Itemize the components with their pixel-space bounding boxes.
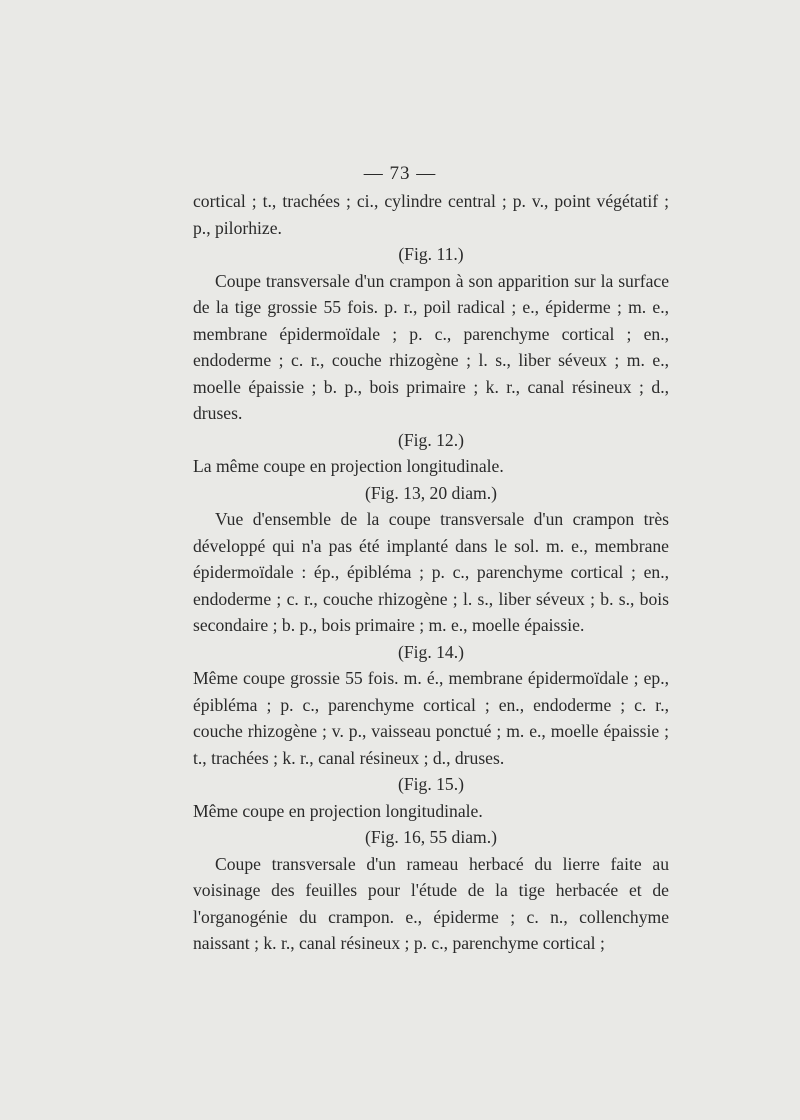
paragraph: Même coupe grossie 55 fois. m. é., membrane épidermoïdale ; ep., épibléma ; p. c., parenchyme cortical ; en., endoderme ; c. r., couche rhizogène ; v. p., vaisseau ponctué ; m. e., moelle épaissie ; t., trachées ; k. r., canal résineux ; d., druses.: [193, 668, 669, 768]
figure-caption: (Fig. 13, 20 diam.): [365, 482, 497, 503]
body-text: [193, 188, 669, 957]
figure-caption: (Fig. 14.): [398, 641, 464, 662]
paragraph: Même coupe en projection longitudinale.: [193, 800, 483, 821]
paragraph: La même coupe en projection longitudinale.: [193, 456, 504, 476]
figure-caption: (Fig. 15.): [398, 774, 464, 794]
paragraph: Coupe transversale d'un crampon à son apparition sur la surface de la tige grossie 55 fois. p. r., poil radical ; e., épiderme ; m. e., membrane épidermoïdale ; p. c., parenchyme cortical ; en., endoderme ; c. r., couche rhizogène ; l. s., liber séveux ; m. e., moelle épaissie ; b. p., bois primaire ; k. r., canal résineux ; d., druses.: [193, 270, 669, 423]
figure-caption: (Fig. 12.): [398, 429, 464, 450]
paragraph: Vue d'ensemble de la coupe transversale d'un crampon très développé qui n'a pas été implanté dans le sol. m. e., membrane épidermoïdale : ép., épibléma ; p. c., parenchyme cortical ; en., endoderme ; c. r., couche rhizogène ; l. s., liber séveux ; b. s., bois secondaire ; b. p., bois primaire ; m. e., moelle épaissie.: [193, 509, 669, 635]
figure-caption: (Fig. 11.): [398, 244, 464, 264]
figure-caption: (Fig. 16, 55 diam.): [365, 827, 497, 847]
paragraph: Coupe transversale d'un rameau herbacé du lierre faite au voisinage des feuilles pour l'étude de la tige herbacée et de l'organogénie du crampon. e., épiderme ; c. n., collenchyme naissant ; k. r., canal résineux ; p. c., parenchyme cortical ;: [193, 853, 669, 953]
page-number: — 73 —: [363, 163, 437, 184]
paragraph: cortical ; t., trachées ; ci., cylindre central ; p. v., point végétatif ; p., pilorhize.: [193, 191, 669, 238]
